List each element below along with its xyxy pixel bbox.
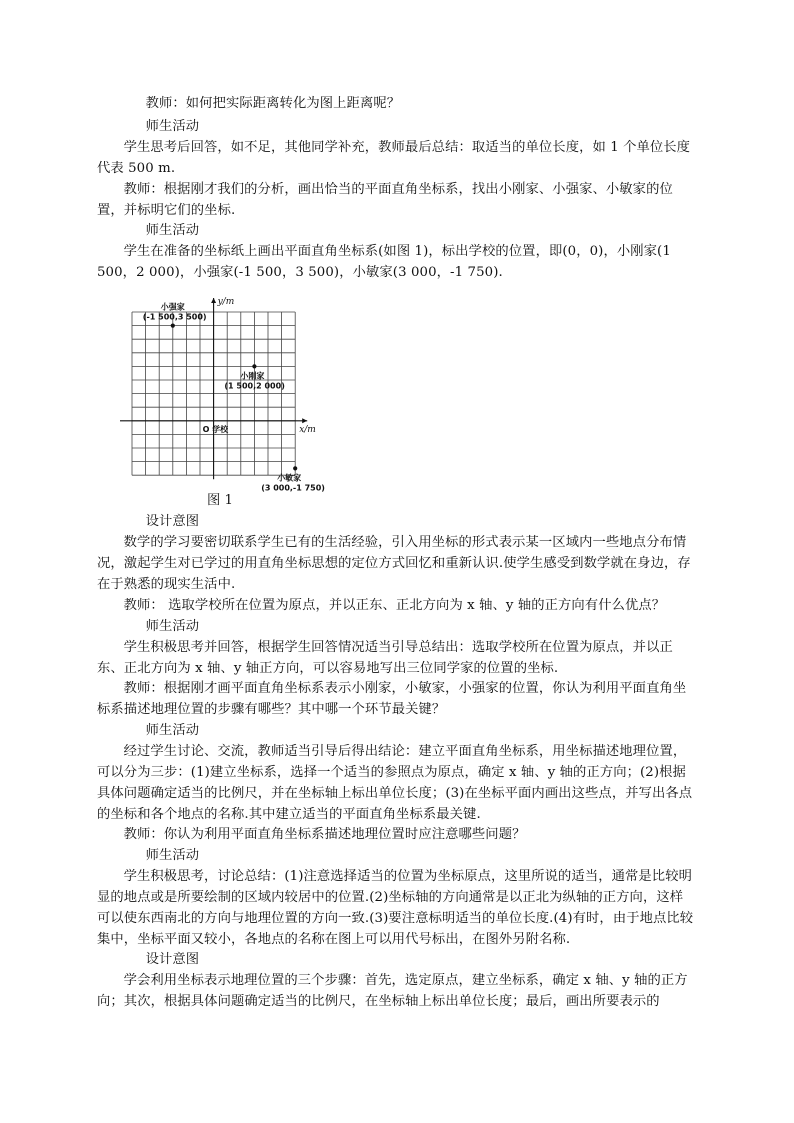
paragraph-19: 学会利用坐标表示地理位置的三个步骤：首先，选定原点，建立坐标系，确定 x 轴、y 轴的正方向；其次，根据具体问题确定适当的比例尺，在坐标轴上标出单位长度；最后，画出所要表示的 xyxy=(97,973,688,1009)
point-coord-label: (3 000,-1 750) xyxy=(261,483,325,493)
origin-label: O 学校 xyxy=(202,424,229,434)
figure-caption: 图 1 xyxy=(207,493,233,508)
point-name-label: 小敏家 xyxy=(277,473,302,483)
paragraph-9: 教师： 选取学校所在位置为原点，并以正东、正北方向为 x 轴、y 轴的正方向有什么优点？ xyxy=(123,598,666,613)
y-axis-arrow xyxy=(211,298,216,303)
point-name-label: 小刚家 xyxy=(240,371,265,381)
coordinate-figure xyxy=(118,284,330,496)
point-name-label: 小强家 xyxy=(160,302,185,312)
paragraph-17: 学生积极思考，讨论总结：(1)注意选择适当的位置为坐标原点，这里所说的适当，通常是比较明显的地点或是所要绘制的区域内较居中的位置.(2)坐标轴的方向通常是以正北为纵轴的正方向，这样可以使东西南北的方向与地理位置的方向一致.(3)要注意标明适当的单位长度.(4)有时，由于地点比较集中，坐标平面又较小，各地点的名称在图上可以用代号标出，在图外另附名称. xyxy=(97,869,694,947)
label-design-1: 设计意图 xyxy=(145,514,200,529)
point-coord-label: (1 500,2 000) xyxy=(224,381,285,391)
paragraph-6: 学生在准备的坐标纸上画出平面直角坐标系(如图 1)，标出学校的位置，即(0，0)，小刚家(1 500，2 000)，小强家(-1 500，3 500)，小敏家(3 000，-1 750). xyxy=(97,244,671,280)
x-axis-label: x/m xyxy=(299,424,316,435)
label-activity-3: 师生活动 xyxy=(145,619,200,634)
data-point xyxy=(293,466,297,470)
coordinate-plane xyxy=(118,284,330,496)
data-point xyxy=(171,324,175,328)
paragraph-1: 教师：如何把实际距离转化为图上距离呢？ xyxy=(145,96,401,111)
paragraph-4: 教师：根据刚才我们的分析，画出恰当的平面直角坐标系，找出小刚家、小强家、小敏家的位置，并标明它们的坐标. xyxy=(97,182,673,218)
paragraph-15: 教师：你认为利用平面直角坐标系描述地理位置时应注意哪些问题？ xyxy=(123,827,526,842)
label-activity-4: 师生活动 xyxy=(145,723,200,738)
label-activity-1: 师生活动 xyxy=(145,119,200,134)
label-design-2: 设计意图 xyxy=(145,952,200,967)
paragraph-14: 经过学生讨论、交流，教师适当引导后得出结论：建立平面直角坐标系，用坐标描述地理位置，可以分为三步：(1)建立坐标系，选择一个适当的参照点为原点，确定 x 轴、y 轴的正方向；(2)根据具体问题确定适当的比例尺，并在坐标轴上标出单位长度；(3)在坐标平面内画出这些点，并写出各点的坐标和各个地点的名称.其中建立适当的平面直角坐标系最关键. xyxy=(97,744,693,822)
y-axis-label: y/m xyxy=(217,297,235,307)
x-axis-arrow xyxy=(302,418,307,423)
paragraph-12: 教师：根据刚才画平面直角坐标系表示小刚家，小敏家，小强家的位置，你认为利用平面直角坐标系描述地理位置的步骤有哪些？其中哪一个环节最关键？ xyxy=(97,681,687,717)
paragraph-11: 学生积极思考并回答，根据学生回答情况适当引导总结出：选取学校所在位置为原点，并以正东、正北方向为 x 轴、y 轴正方向，可以容易地写出三位同学家的位置的坐标. xyxy=(97,640,673,676)
paragraph-3: 学生思考后回答，如不足，其他同学补充，教师最后总结：取适当的单位长度，如 1 个单位长度代表 500 m. xyxy=(97,140,691,176)
paragraph-8: 数学的学习要密切联系学生已有的生活经验，引入用坐标的形式表示某一区域内一些地点分布情况，激起学生对已学过的用直角坐标思想的定位方式回忆和重新认识.使学生感受到数学就在身边，存在于熟悉的现实生活中. xyxy=(97,535,691,592)
label-activity-2: 师生活动 xyxy=(145,223,200,238)
data-point xyxy=(252,364,256,368)
point-coord-label: (-1 500,3 500) xyxy=(142,312,207,322)
label-activity-5: 师生活动 xyxy=(145,848,200,863)
